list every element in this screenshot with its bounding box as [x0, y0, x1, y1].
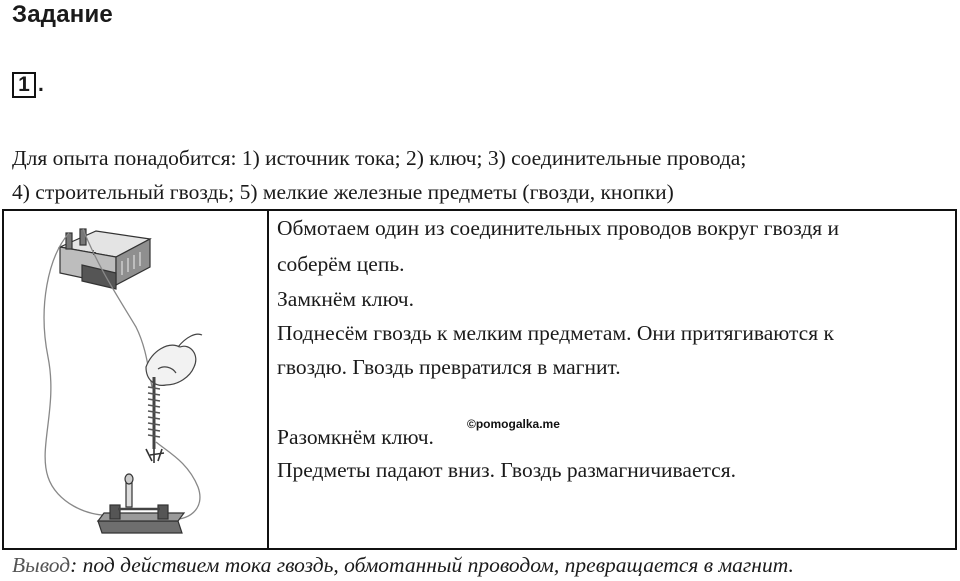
step-line-1: Обмотаем один из соединительных проводов вокруг гвоздя и: [277, 216, 840, 240]
experiment-table: [2, 209, 957, 550]
conclusion-text: : под действием тока гвоздь, обмотанный проводом, превращается в магнит.: [70, 553, 794, 577]
step-line-7: Предметы падают вниз. Гвоздь размагничивается.: [277, 458, 736, 482]
step-line-5: гвоздю. Гвоздь превратился в магнит.: [277, 355, 621, 379]
source-plus-label: +: [90, 248, 97, 257]
watermark: ©pomogalka.me: [467, 417, 560, 431]
electromagnet-experiment-illustration: [18, 217, 263, 542]
table-divider: [267, 211, 269, 548]
step-line-3: Замкнём ключ.: [277, 287, 414, 311]
conclusion-label: Вывод: [12, 553, 71, 577]
step-line-4: Поднесём гвоздь к мелким предметам. Они притягиваются к: [277, 321, 834, 345]
task-number-box: 1: [12, 72, 36, 98]
nail-coil-icon: [146, 377, 164, 463]
task-number-dot: .: [38, 73, 44, 96]
equipment-list-line-1: Для опыта понадобится: 1) источник тока; 2) ключ; 3) соединительные провода;: [12, 146, 747, 170]
power-source-icon: [60, 229, 150, 289]
equipment-list-line-2: 4) строительный гвоздь; 5) мелкие железные предметы (гвозди, кнопки): [12, 180, 674, 204]
step-line-2: соберём цепь.: [277, 252, 405, 276]
switch-key-icon: [98, 474, 184, 533]
conclusion: [12, 552, 794, 578]
step-line-6: Разомкнём ключ.: [277, 425, 434, 449]
page-title: Задание: [12, 1, 113, 28]
